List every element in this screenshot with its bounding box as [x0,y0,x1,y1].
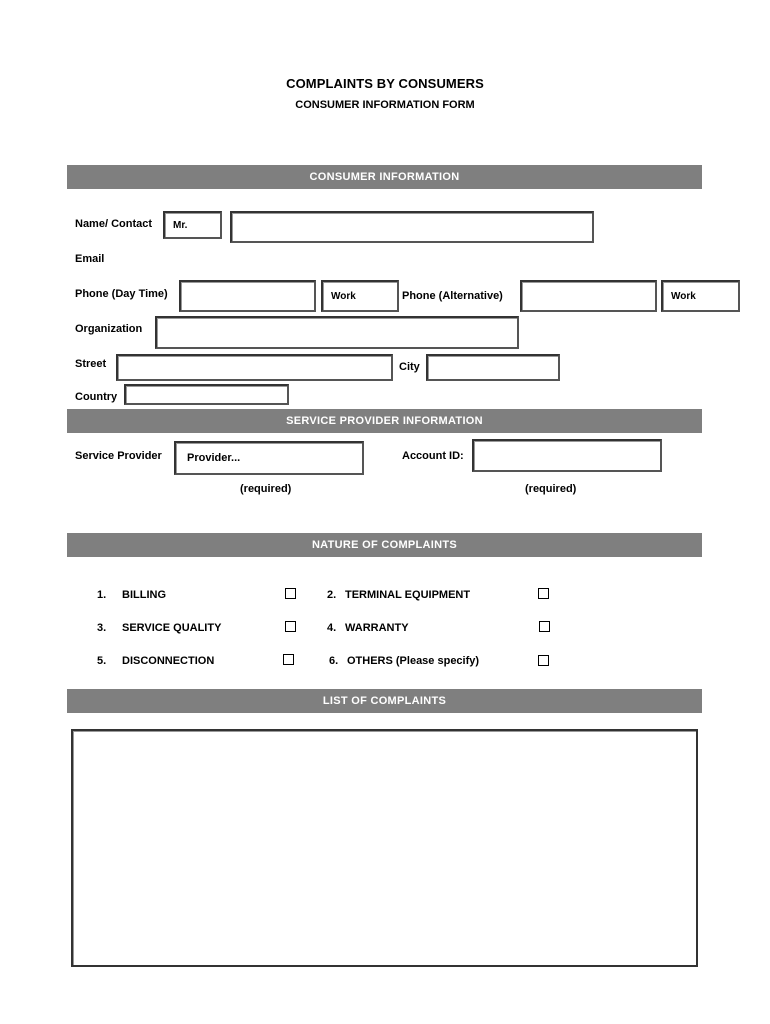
complaint-label-service-quality: SERVICE QUALITY [122,622,222,634]
checkbox-terminal-equipment[interactable] [538,588,549,599]
city-field[interactable] [426,354,560,381]
checkbox-disconnection[interactable] [283,654,294,665]
city-label: City [399,361,420,373]
list-of-complaints-heading: LIST OF COMPLAINTS [67,689,702,713]
complaint-number: 6. [329,655,339,667]
name-contact-label: Name/ Contact [75,218,153,230]
street-label: Street [75,358,107,370]
email-label: Email [75,253,105,265]
consumer-information-heading: CONSUMER INFORMATION [67,165,702,189]
complaint-label-warranty: WARRANTY [345,622,409,634]
name-field[interactable] [230,211,594,243]
complaint-number: 3. [97,622,107,634]
phone-day-label: Phone (Day Time) [75,288,168,300]
service-provider-label: Service Provider [75,450,162,462]
complaint-number: 5. [97,655,107,667]
phone-alt-field[interactable] [520,280,657,312]
country-label: Country [75,391,118,403]
provider-required-note: (required) [240,483,292,495]
complaint-number: 4. [327,622,337,634]
form-subtitle: CONSUMER INFORMATION FORM [295,99,475,111]
street-field[interactable] [116,354,393,381]
phone-day-type-select[interactable]: Work [321,280,399,312]
service-provider-heading: SERVICE PROVIDER INFORMATION [67,409,702,433]
complaint-number: 2. [327,589,337,601]
checkbox-others[interactable] [538,655,549,666]
checkbox-warranty[interactable] [539,621,550,632]
phone-alt-type-select[interactable]: Work [661,280,740,312]
complaint-label-billing: BILLING [122,589,166,601]
complaints-textarea[interactable] [71,729,698,967]
name-prefix-select[interactable]: Mr. [163,211,222,239]
account-id-field[interactable] [472,439,662,472]
complaint-number: 1. [97,589,107,601]
phone-alt-label: Phone (Alternative) [402,290,503,302]
nature-of-complaints-heading: NATURE OF COMPLAINTS [67,533,702,557]
service-provider-select[interactable]: Provider... [174,441,364,475]
organization-label: Organization [75,323,143,335]
complaint-label-terminal-equipment: TERMINAL EQUIPMENT [345,589,471,601]
country-field[interactable] [124,384,289,405]
form-title: COMPLAINTS BY CONSUMERS [286,76,484,91]
checkbox-billing[interactable] [285,588,296,599]
complaint-label-others: OTHERS (Please specify) [347,655,480,667]
phone-day-field[interactable] [179,280,316,312]
organization-field[interactable] [155,316,519,349]
checkbox-service-quality[interactable] [285,621,296,632]
account-id-label: Account ID: [402,450,464,462]
complaint-label-disconnection: DISCONNECTION [122,655,215,667]
account-required-note: (required) [525,483,577,495]
